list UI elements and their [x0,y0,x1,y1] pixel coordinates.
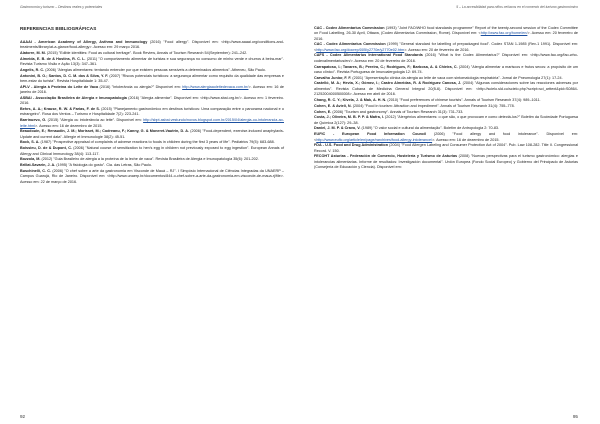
reference-text: (2001) "Apresentação clínica da alergia ao leite de vaca com sintomatologia respiratória". Jornal de Pneumologia 27(1): 17-24. [351,75,563,80]
reference-text: (2011) "O comportamento alimentar de turistas e sua segurança no consumo de minho verde e churros à beira-mar". Revista Turismo Visão e Ação 13(3): 347–361. [20,56,284,67]
reference-text-tail: >. Acesso em: 16 de janeiro de 2016. [20,84,284,95]
reference-author: EUFIC - European Food Information Council [314,132,427,137]
references-column-left [20,26,284,185]
reference-author: Daniel, J. M. P. & Cravo, V. [314,126,361,131]
reference-author: AAAAI - American Academy of Allergy, Asthma and Immunology [20,40,148,44]
reference-text: (2004) "Food Allergen Labeling and Consumer Protection Act of 2004". Pub. Law 108-282. Title II. Congressional Record. V. 150. [314,143,578,153]
reference-link[interactable]: http://www.alergiaaoleitedevaca.com.br/ [182,84,249,89]
reference-author: FECOHT Asturias - Federación de Comercio, Hostelería y Turismo de Asturias [314,154,458,159]
reference-text: (2006) "O chef sobre a arte da gastronomia em Visconde de Mauá – RJ". I Simpósio Internacional de Ciências Integradas da UNAERP – Campus Guarujá, Rio de Janeiro. Disponível em: <http://www.unaerp.br/documentos/844-o-chef-sobre-a-arte-da-gastronomia-em-visconde-de-maua-rj/file>. Acesso em: 22 de março de 2016. [20,169,284,184]
references-column-right [314,26,578,171]
reference-author: Carrapatoso, I.; Tavares, B.; Pereira, C.; Rodrigues, F.; Barbosa, A. & Chieira, C. [314,64,458,69]
reference-text: (2006) "Food-dependent, exercise-induced anaphylaxis-Update and current data". Allergie et Immunologie 38(2): 45-51. [20,129,284,139]
reference-link[interactable]: http://www.fao.org/home/en/ [480,31,528,36]
reference-author: APLV - Alergia à Proteína do Leite de Vaca [20,84,99,89]
reference-text: (2004) "Food in tourism: Attraction and impediment". Annals of Tourism Research 31(4): 755–778. [351,103,515,108]
reference-entry [314,76,578,81]
reference-entry [20,74,284,85]
reference-entry [20,40,284,51]
reference-text: (2012) "Guia Brasileiro de alergia a la proteína de la leche de vaca". Revista Brasileira de Alergia e Imunopatologia 35(6): 201-202. [40,157,259,162]
running-head-left: Gastronomía y turismo – Destinos reales y potenciales [20,5,103,9]
reference-entry [314,126,578,131]
reference-link[interactable]: http://www.eufic.org/article/en/page/rarchives/food-allergy-intolerance/ [316,137,433,142]
reference-entry [20,85,284,96]
reference-text: (2016) "Intolerância ou alergia?" Disponível em: [98,84,183,89]
reference-author: ASBAI - Associação Brasileira de Alergia e Imunopatologia [20,96,127,101]
reference-author: Costa, J.; Oliveira, M. B. P. P. & Mafra, I. [314,115,384,120]
reference-entry [20,51,284,56]
reference-entry [314,26,578,42]
reference-entry [314,143,578,154]
reference-text: (2010) "Food preferences of chinese tourists". Annals of Tourism Research 37(4): 989–1011. [386,97,541,102]
reference-author: Castelló, M. A.; Hevia, X.; Gómez, I.; Castro Almeidas, R. & Rodríguez Canosa, J. [314,81,462,86]
reference-author: Boissieu, D. de & Dupont, C. [20,146,72,151]
reference-text: (1987) "Prospective appraisal of complaints of adverse reactions to foods in children during the first 3 years of life". Pediatrics 79(5): 683-688. [39,140,275,145]
reference-link[interactable]: http://www.fao.org/docrep/005/y2770e/y2770e02.htm [316,47,405,52]
reference-author: Bozzola, M. [20,157,41,162]
reference-author: Chang, R. C. Y.; Kivela, J. & Mak, A. H. N. [314,97,387,102]
reference-entry [314,110,578,115]
reference-list-left [20,40,284,185]
reference-entry [314,104,578,109]
reference-author: Angelis, R. C. [20,68,45,73]
reference-entry [20,118,284,129]
reference-entry [314,154,578,170]
reference-text: (1995) "A fisiologia do gosto". Cia. das Letras, São Paulo. [55,163,152,168]
reference-entry [20,169,284,185]
reference-author: Buschinelli, C. C. [20,169,52,174]
reference-entry [20,96,284,107]
reference-text: (2006) "Food allergy and food intolerance". Disponível em: < [314,132,578,142]
reference-text: (2007) "Riscos potenciais turísticos: a segurança alimentar como requisito da qualidade das empresas e bem-estar do turista". Revista Hospitalidade 1: 35-47. [20,73,284,84]
reference-text: (2008) "Nuevas perspectivas para el turismo gastronómico: alergias e intolerancias alimentarias. Informe de resultados: Investigación documental". Unión Europea (Fondo Social Europeo) y Gobierno del Principado de Asturias (Consejería de Educación y Ciencia). Disponível em: [314,154,578,169]
reference-author: Antonini, B. O.; Santos, D. C. M. dos & Silva, Y. F. [20,73,109,78]
reference-author: FDA - U.S. Food and Drug Administration [314,143,389,148]
reference-text: (2006) "Tourism and gastronomy". Annals of Tourism Research 31(3): 731-733. [331,109,464,114]
reference-text-tail: >. Acesso em: 16 de dezembro de 2015. [35,123,103,128]
page-number-right: 95 [572,414,578,419]
reference-text: (2004) "Algunas consideraciones sobre las reacciones adversas por alimentos". Revista Cubana de Medicina General Integral 20(5-6). Disponível em: <http://scielo.sld.cu/scielo.php?script=sci_arttext&pid=S0864-21252004000500008>. Acesso em abril de 2016. [314,81,578,96]
reference-author: CAFS - Codex Alimentarius International Food Standards [314,53,423,58]
reference-author: CAC - Codex Alimentarius Commission [314,26,385,30]
reference-author: Beaudouin, E.; Renaudin, J. M.; Morisset, M.; Codreanu, F.; Kanny, G. & Moneret-Vautrin, D. A. [20,129,190,134]
reference-entry [314,81,578,97]
reference-entry [314,53,578,64]
reference-entry [20,157,284,162]
reference-text: (2004) "Alergia alimentar a mariscos e frutos secos: a propósito de um caso clínico". Revista Portuguesa de Imunoalergologia 12: 69-74. [314,64,578,74]
reference-author: Brillat-Savarin, J. A. [20,163,56,168]
reference-text: (2006) "Natural course of sensitization to hen's egg in children not previously exposed to egg ingestion". European Annals of Allergy and Clinical Immunology 38(4): 113-117. [20,146,284,156]
reference-entry [20,68,284,73]
reference-author: Barrinuevo, G. [20,118,47,123]
running-head-right: 5 – La accesibilidad para niños celíacos en el comercio del turismo gastronómico [456,5,578,9]
reference-entry [314,132,578,143]
reference-entry [314,115,578,126]
page-number-left: 92 [20,414,26,419]
reference-text: (2015) "Alergia ou intolerância ao leite". Disponível em: [46,118,144,123]
reference-link[interactable]: http://sbpt.asbai.vestundo/novos.blogspot.com.br/2015/04/alergia-ou-intolerancia-ao-leite.html [20,118,284,128]
right-page [300,0,600,424]
reference-author: Cohen, E. [314,109,332,114]
reference-entry [314,42,578,53]
reference-author: Carvalho Junior, F. F. [314,75,352,80]
reference-entry [20,129,284,140]
reference-text: (2012) "Alergénios alimentares: o que são, o que provocam e como detectá-los?" Boletim da Sociedade Portuguesa de Química 2(127): 29–38. [314,115,578,125]
reference-author: Almeida, E. B. de & Hostins, R. C. L. [20,56,86,61]
reference-entry [20,57,284,68]
reference-text: (2015) "Planejamento gastronômico em destinos turísticos: Uma comparação entre o panorama nacional e o estrangeiro". Rosa dos Ventos – Turismo e Hospitalidade 7(2): 223-241. [20,107,285,117]
reference-list-right [314,26,578,170]
reference-text: (1999) "General standard for labelling of prepackaged food". Codex STAN 1-1985 (Rev-1 1991). Disponível em: < [314,42,578,52]
reference-text: (2016) "Alergia alimentar". Disponível em: <http://www.sbai.org.br/>. Acesso em: 1 fevereiro. 2016. [20,96,284,106]
reference-text: (1989) "O valor social e cultural da alimentação". Boletim de Antropologia 2: 70-83. [360,126,500,131]
reference-author: Alatorre, M. M. [20,51,46,56]
section-title: REFERENCIAS BIBLIOGRÁFICAS [20,26,97,31]
reference-text: (2006) "Alergias alimentares: tentando entender por que existem pessoas sensíveis a determinados alimentos". Atheneu, São Paulo. [44,68,266,73]
reference-text: (2015) "Edible identities: Food as cultural heritage". Book Review, Annals of Tourism Research 54(September): 241–242. [45,51,248,56]
reference-text: (1993) "Joint FAO/WHO food standards programme" Report of the twenty-second session of the Codex Committee on Food Labelling, 26-30 April, Ottawa, (Codex Alimentarius Commission, Rome). Disponível em: < [314,26,578,36]
reference-author: Behrs, A. A.; Krause, R. W. & Farias, F. de S. [20,107,100,112]
reference-text: (2016) "Food allergy". Disponível em: <http://www.aaaai.org/conditions-and-treatments/library/at-a-glance/food-allergy>. Acesso em: 29 março 2016. [20,40,284,50]
reference-entry [20,140,284,145]
reference-entry [314,65,578,76]
reference-text: (2016) "What is the Codex Alimentarius?" Disponível em: <http://www.fao.org/fao-who-codexalimentarius/en/>. Acesso em: 20 de fevereiro de 2016. [314,53,579,63]
reference-author: Bock, S. A. [20,140,40,145]
reference-entry [20,107,284,118]
reference-text-tail: >. Acesso em: 20 fevereiro de 2016. [314,31,578,41]
reference-text-tail: >. Acesso em: 16 de dezembro de 2015. [432,137,500,142]
reference-author: CAC - Codex Alimentarius Commission [314,42,386,47]
reference-entry [20,163,284,168]
reference-text-tail: >. Acesso em: 20 de fevereiro de 2016. [404,47,470,52]
reference-entry [314,98,578,103]
reference-author: Cohen, E. & Avieli, N. [314,103,352,108]
reference-entry [20,146,284,157]
